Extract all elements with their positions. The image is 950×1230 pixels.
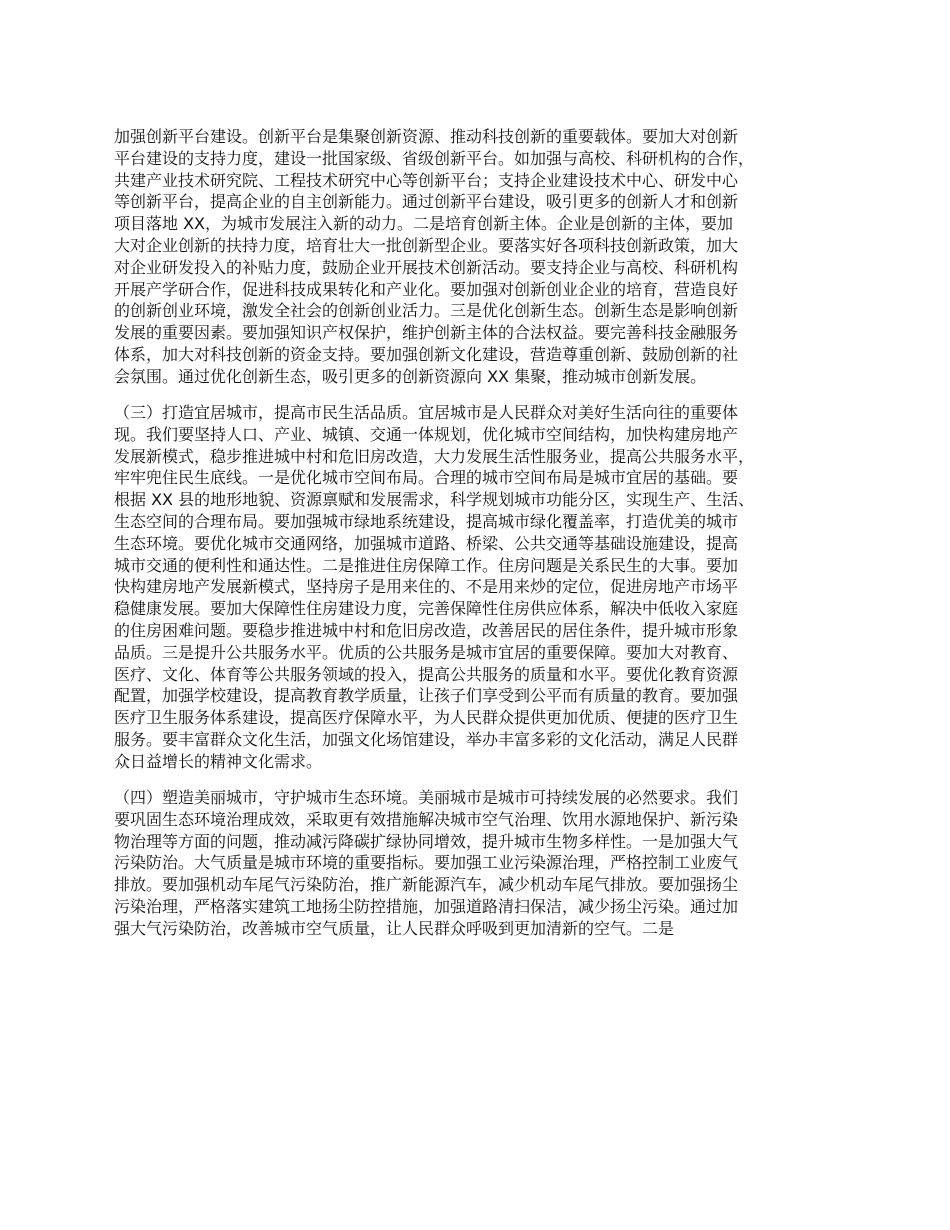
text-line: 发展新模式，稳步推进城中村和危旧房改造，大力发展生活性服务业，提高公共服务水平， — [114, 446, 755, 466]
text-line: 平台建设的支持力度，建设一批国家级、省级创新平台。如加强与高校、科研机构的合作， — [114, 148, 755, 168]
text-line: （三）打造宜居城市，提高市民生活品质。宜居城市是人民群众对美好生活向往的重要体 — [114, 403, 739, 422]
paragraph-innovation — [114, 126, 854, 388]
text-line: 共建产业技术研究院、工程技术研究中心等创新平台；支持企业建设技术中心、研发中心 — [114, 170, 739, 190]
text-line: 稳健康发展。要加大保障性住房建设力度，完善保障性住房供应体系，解决中低收入家庭 — [114, 599, 739, 619]
text-line: 体系，加大对科技创新的资金支持。要加强创新文化建设，营造尊重创新、鼓励创新的社 — [114, 344, 739, 364]
text-line: 等创新平台，提高企业的自主创新能力。通过创新平台建设，吸引更多的创新人才和创新 — [114, 192, 739, 212]
text-line: 根据 XX 县的地形地貌、资源禀赋和发展需求，科学规划城市功能分区，实现生产、生活、 — [114, 490, 755, 510]
text-line: 大对企业创新的扶持力度，培育壮大一批创新型企业。要落实好各项科技创新政策，加大 — [114, 235, 739, 255]
text-line: 项目落地 XX，为城市发展注入新的动力。二是培育创新主体。企业是创新的主体，要加 — [114, 214, 734, 234]
text-line: 污染防治。大气质量是城市环境的重要指标。要加强工业污染源治理，严格控制工业废气 — [114, 853, 739, 873]
text-line: 发展的重要因素。要加强知识产权保护，维护创新主体的合法权益。要完善科技金融服务 — [114, 323, 739, 343]
text-line: 服务。要丰富群众文化生活，加强文化场馆建设，举办丰富多彩的文化活动，满足人民群 — [114, 729, 739, 749]
text-line: 排放。要加强机动车尾气污染防治，推广新能源汽车，减少机动车尾气排放。要加强扬尘 — [114, 875, 739, 895]
text-line: 对企业研发投入的补贴力度，鼓励企业开展技术创新活动。要支持企业与高校、科研机构 — [114, 257, 739, 277]
text-line: 加强创新平台建设。创新平台是集聚创新资源、推动科技创新的重要载体。要加大对创新 — [114, 127, 739, 146]
text-line: 生态环境。要优化城市交通网络，加强城市道路、桥梁、公共交通等基础设施建设，提高 — [114, 533, 739, 553]
text-line: 众日益增长的精神文化需求。 — [114, 751, 323, 771]
paragraph-beautiful-city — [114, 787, 854, 940]
text-line: 快构建房地产发展新模式，坚持房子是用来住的、不是用来炒的定位，促进房地产市场平 — [114, 577, 739, 597]
text-line: 的住房困难问题。要稳步推进城中村和危旧房改造，改善居民的居住条件，提升城市形象 — [114, 620, 739, 640]
text-line: 医疗、文化、体育等公共服务领域的投入，提高公共服务的质量和水平。要优化教育资源 — [114, 664, 739, 684]
text-line: 配置，加强学校建设，提高教育教学质量，让孩子们享受到公平而有质量的教育。要加强 — [114, 686, 739, 706]
text-line: 物治理等方面的问题，推动减污降碳扩绿协同增效，提升城市生物多样性。一是加强大气 — [114, 831, 739, 851]
paragraph-livable-city — [114, 402, 854, 773]
text-line: 生态空间的合理布局。要加强城市绿地系统建设，提高城市绿化覆盖率，打造优美的城市 — [114, 511, 739, 531]
text-line: 会氛围。通过优化创新生态，吸引更多的创新资源向 XX 集聚，推动城市创新发展。 — [114, 366, 707, 386]
text-line: 要巩固生态环境治理成效，采取更有效措施解决城市空气治理、饮用水源地保护、新污染 — [114, 809, 739, 829]
text-line: 强大气污染防治，改善城市空气质量，让人民群众呼吸到更加清新的空气。二是 — [114, 918, 675, 938]
text-line: 污染治理，严格落实建筑工地扬尘防控措施，加强道路清扫保洁，减少扬尘污染。通过加 — [114, 896, 739, 916]
text-line: 开展产学研合作，促进科技成果转化和产业化。要加强对创新创业企业的培育，营造良好 — [114, 279, 739, 299]
text-line: 品质。三是提升公共服务水平。优质的公共服务是城市宜居的重要保障。要加大对教育、 — [114, 642, 739, 662]
text-line: （四）塑造美丽城市，守护城市生态环境。美丽城市是城市可持续发展的必然要求。我们 — [114, 788, 739, 807]
text-line: 医疗卫生服务体系建设，提高医疗保障水平，为人民群众提供更加优质、便捷的医疗卫生 — [114, 708, 739, 728]
text-line: 牢牢兜住民生底线。一是优化城市空间布局。合理的城市空间布局是城市宜居的基础。要 — [114, 468, 739, 488]
text-line: 的创新创业环境，激发全社会的创新创业活力。三是优化创新生态。创新生态是影响创新 — [114, 301, 739, 321]
text-line: 城市交通的便利性和通达性。二是推进住房保障工作。住房问题是关系民生的大事。要加 — [114, 555, 739, 575]
text-line: 现。我们要坚持人口、产业、城镇、交通一体规划，优化城市空间结构，加快构建房地产 — [114, 424, 739, 444]
